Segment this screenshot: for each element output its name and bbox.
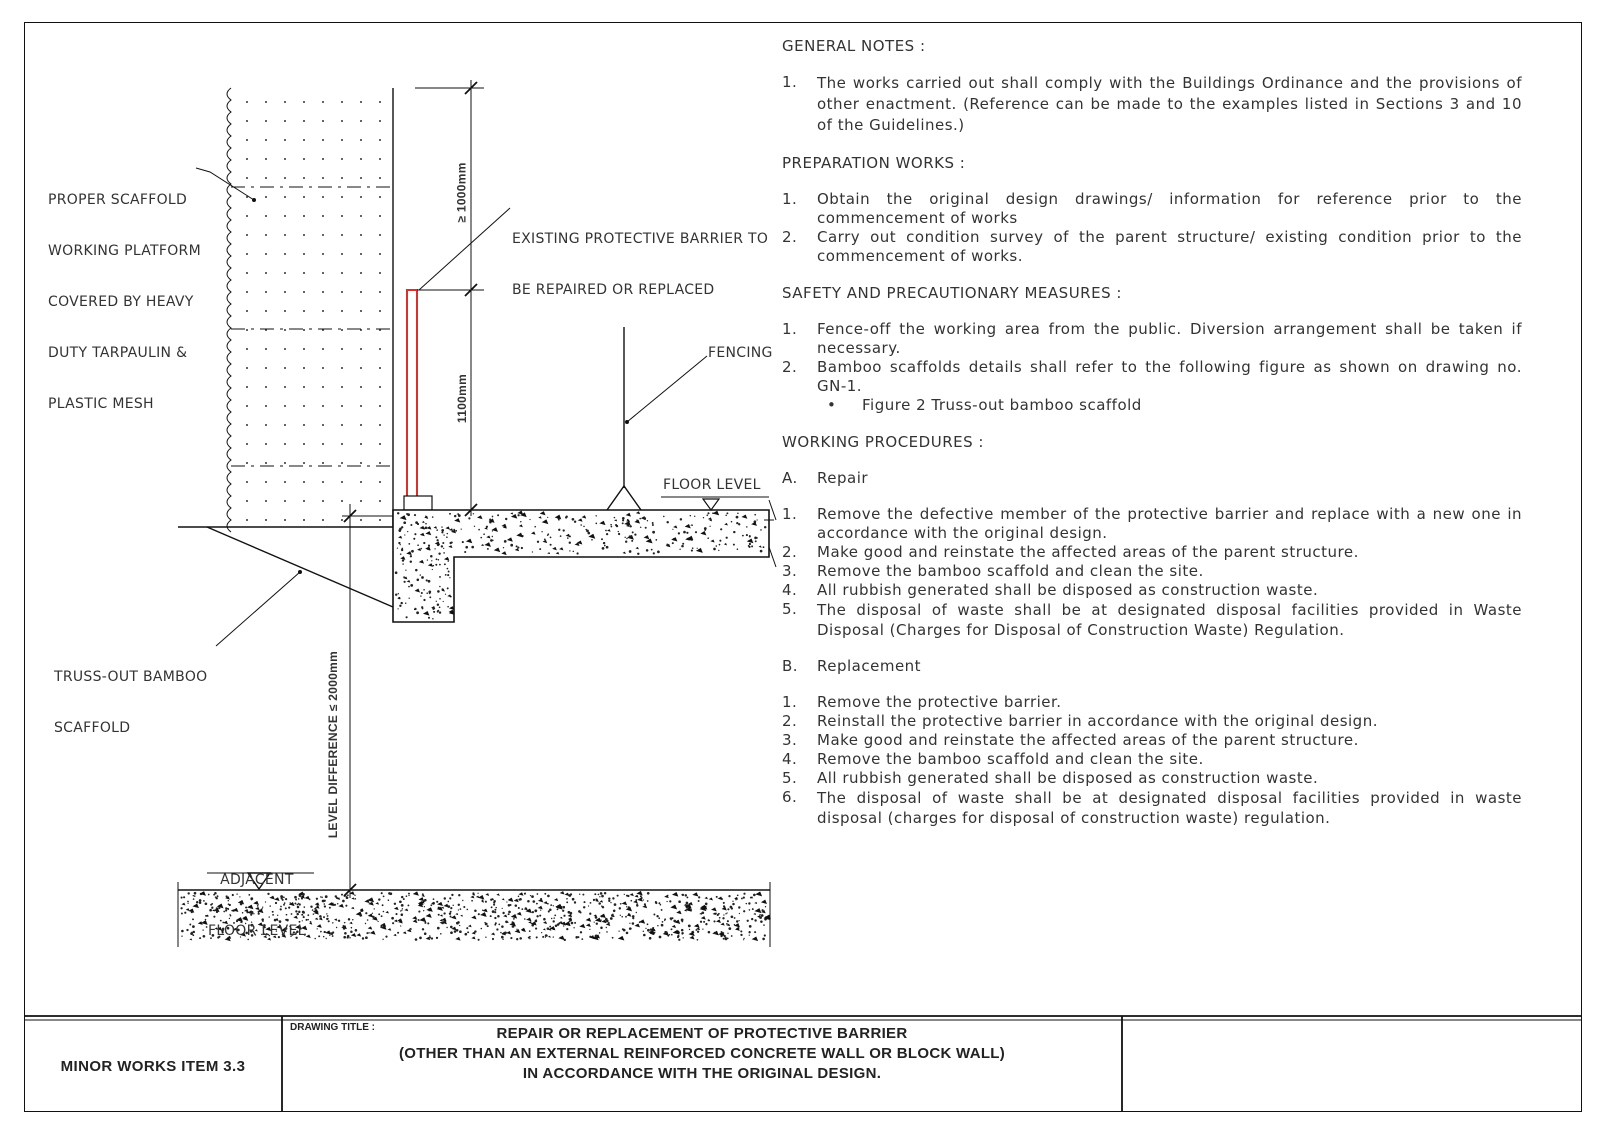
label-scaffold-platform: PROPER SCAFFOLD WORKING PLATFORM COVERED BY HEAVY DUTY TARPAULIN & PLASTIC MESH <box>48 192 201 412</box>
repair-list <box>782 505 1522 640</box>
list-item: 1. The works carried out shall comply with the Buildings Ordinance and the provisions of other enactment. (Reference can be made to the examples listed in Sections 3 and 10 of the Guidelines.) <box>782 73 1522 134</box>
drawing-sheet <box>24 22 1582 1112</box>
drawing-title-label: DRAWING TITLE : <box>290 1022 375 1033</box>
replacement-heading: B. Replacement <box>782 657 922 675</box>
notes-panel <box>782 36 1522 845</box>
list-item: 4. Remove the bamboo scaffold and clean the site. <box>782 750 1204 768</box>
general-notes-heading: GENERAL NOTES : <box>782 37 926 55</box>
preparation-heading: PREPARATION WORKS : <box>782 154 966 172</box>
list-item: 3. Make good and reinstate the affected areas of the parent structure. <box>782 731 1359 749</box>
label-floor-level: FLOOR LEVEL <box>663 477 761 493</box>
label-fencing: FENCING <box>708 345 773 361</box>
preparation-list <box>782 190 1522 266</box>
scaffold-scalloped-edge <box>227 88 231 532</box>
list-item: 2. Carry out condition survey of the parent structure/ existing condition prior to the commencement of works. <box>782 228 1522 265</box>
safety-list <box>782 320 1522 415</box>
floor-slab <box>393 500 776 622</box>
dim-label-1100: 1100mm <box>455 373 470 424</box>
list-item: 1. Fence-off the working area from the public. Diversion arrangement shall be taken if necessary. <box>782 320 1522 357</box>
list-item: 2. Reinstall the protective barrier in accordance with the original design. <box>782 712 1378 730</box>
list-item: 6. The disposal of waste shall be at designated disposal facilities provided in waste disposal (charges for disposal of construction waste) regulation. <box>782 788 1522 827</box>
list-item: 1. Remove the protective barrier. <box>782 693 1062 711</box>
dim-label-level-difference: LEVEL DIFFERENCE ≤ 2000mm <box>326 650 341 839</box>
dim-label-min-1000: ≥ 1000mm <box>454 162 469 223</box>
procedures-heading: WORKING PROCEDURES : <box>782 433 984 451</box>
list-item: 5. The disposal of waste shall be at designated disposal facilities provided in Waste Disposal (Charges for Disposal of Construction Waste) Regulation. <box>782 600 1522 639</box>
replacement-list <box>782 693 1522 828</box>
list-item: 5. All rubbish generated shall be disposed as construction waste. <box>782 769 1319 787</box>
fencing <box>607 327 641 510</box>
repair-heading: A. Repair <box>782 469 869 487</box>
list-item: 3. Remove the bamboo scaffold and clean the site. <box>782 562 1204 580</box>
barrier-base <box>404 496 432 510</box>
scaffold-platform <box>227 88 393 532</box>
truss-out-scaffold <box>178 527 393 607</box>
list-item: 1. Obtain the original design drawings/ information for reference prior to the commencement of works <box>782 190 1522 227</box>
list-item: 2. Make good and reinstate the affected areas of the parent structure. <box>782 543 1359 561</box>
list-item: 2. Bamboo scaffolds details shall refer to the following figure as shown on drawing no. GN-1. <box>782 358 1522 395</box>
bullet-item: • Figure 2 Truss-out bamboo scaffold <box>827 396 1142 414</box>
title-block-empty-cell <box>1122 1020 1582 1112</box>
label-truss-out: TRUSS-OUT BAMBOO SCAFFOLD <box>54 669 208 736</box>
minor-works-item: MINOR WORKS ITEM 3.3 <box>60 1057 246 1075</box>
protective-barrier <box>407 290 417 509</box>
list-item: 1. Remove the defective member of the protective barrier and replace with a new one in accordance with the original design. <box>782 505 1522 542</box>
general-notes-list <box>782 73 1522 136</box>
label-adjacent-floor: ADJACENT FLOOR LEVEL <box>208 872 306 939</box>
label-existing-barrier: EXISTING PROTECTIVE BARRIER TO BE REPAIRED OR REPLACED <box>512 231 769 298</box>
floor-level-symbol <box>661 497 769 510</box>
list-item: 4. All rubbish generated shall be disposed as construction waste. <box>782 581 1319 599</box>
drawing-title: REPAIR OR REPLACEMENT OF PROTECTIVE BARRIER (OTHER THAN AN EXTERNAL REINFORCED CONCRETE WALL OR BLOCK WALL) IN ACCORDANCE WITH THE ORIGINAL DESIGN. <box>398 1025 1006 1082</box>
safety-heading: SAFETY AND PRECAUTIONARY MEASURES : <box>782 284 1122 302</box>
